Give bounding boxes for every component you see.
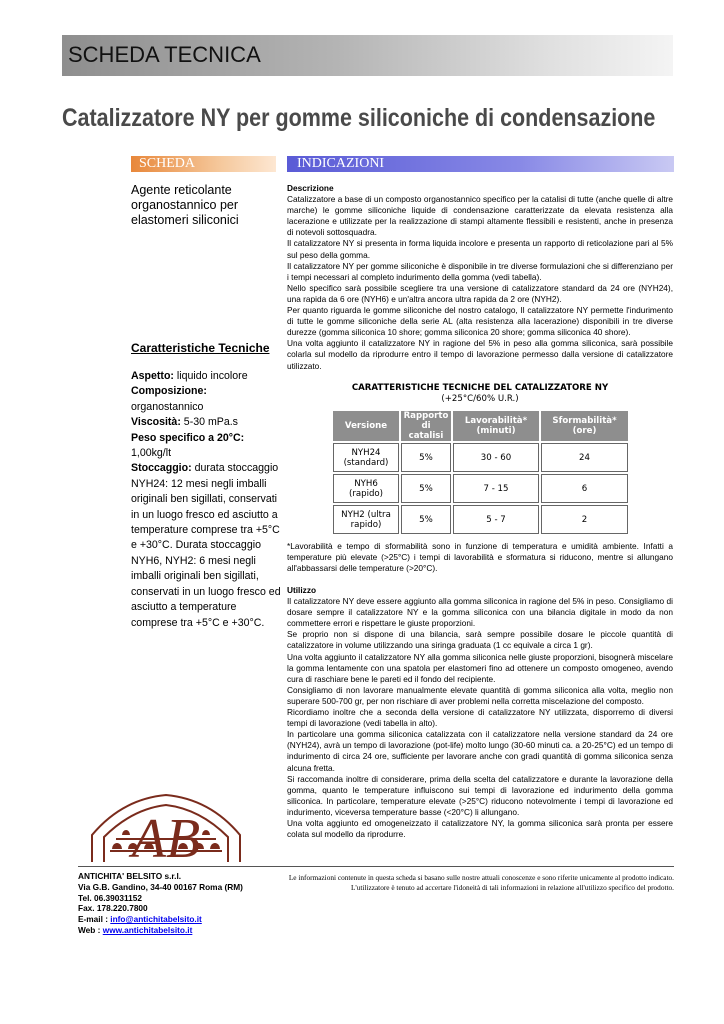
descrizione-title: Descrizione (287, 183, 334, 193)
product-intro: Agente reticolante organostannico per elastomeri siliconici (131, 183, 239, 227)
product-title: Catalizzatore NY per gomme siliconiche di condensazione (62, 104, 656, 132)
utilizzo-section (287, 585, 673, 840)
table-subtitle: (+25°C/60% U.R.) (441, 394, 519, 404)
specs-list (131, 369, 281, 631)
table-cell: NYH6 (rapido) (333, 474, 399, 503)
paragraph: Il catalizzatore NY per gomme siliconiche è disponibile in tre diverse formulazioni che si differenziano per i tempi necessari al completo indurimento della gomma (vedi tabella). (287, 260, 673, 282)
utilizzo-title: Utilizzo (287, 585, 317, 595)
banner-title: SCHEDA TECNICA (68, 42, 261, 67)
table-footnote: *Lavorabilità e tempo di sformabilità sono in funzione di temperatura e umidità ambiente. Infatti a temperature più elevate (>25°C) i tempi di lavorabilità e sformatura si riducono, mentre si allungano all'abbassarsi delle temperature (>20°C). (287, 541, 673, 574)
spec-item (131, 431, 281, 462)
email-label: E-mail : (78, 914, 111, 925)
table-cell: NYH2 (ultra rapido) (333, 505, 399, 534)
company-tel: Tel. 06.39031152 (78, 892, 142, 903)
spec-item (131, 384, 281, 415)
table-cell: 2 (541, 505, 628, 534)
table-cell: 5% (401, 505, 451, 534)
table-row (333, 474, 628, 503)
spec-value: organostannico (131, 400, 204, 413)
spec-label: Composizione: (131, 385, 207, 398)
table-caption (287, 383, 673, 405)
logo-letters: AB (131, 808, 201, 865)
disclaimer (284, 873, 674, 893)
column-header: Sformabilità* (ore) (541, 411, 628, 441)
company-contacts (78, 871, 243, 936)
paragraph: Una volta aggiunto il catalizzatore NY alla gomma siliconica nelle giuste proporzioni, bisognerà miscelare la gomma lentamente con una spatola per elastomeri fino ad ottenere un composto omogeneo, avendo cura di raschiare bene le pareti ed il fondo del recipiente. (287, 651, 673, 684)
tab-scheda (131, 156, 276, 172)
table-row (333, 443, 628, 472)
company-logo (82, 787, 250, 865)
spec-item (131, 369, 281, 384)
spec-item (131, 461, 281, 630)
paragraph: Se proprio non si dispone di una bilancia, sarà sempre possibile dosare le piccole quantità di catalizzatore in volume utilizzando una siringa graduata (1 cc equivale a circa 1 gr). (287, 629, 673, 651)
disclaimer-line: L'utilizzatore è tenuto ad accertare l'idoneità di tali informazioni in relazione all'utilizzo specifico del prodotto. (350, 883, 674, 892)
paragraph: Catalizzatore a base di un composto organostannico specifico per la catalisi di tutte (anche quelle di altre marche) le gomme siliconiche liquide di condensazione caratterizzate da elevata resistenza alla lacerazione e utilizzate per la realizzazione di stampi altamente flessibili e resistenti, anche in presenza di notevoli sottosquadra. (287, 194, 673, 238)
paragraph: Ricordiamo inoltre che a seconda della versione di catalizzatore NY utilizzata, disporremo di diversi tempi di lavorazione (vedi tabella in alto). (287, 707, 673, 729)
catalyst-table (331, 409, 630, 536)
spec-value: liquido incolore (173, 370, 248, 382)
paragraph: Il catalizzatore NY si presenta in forma liquida incolore e presenta un rapporto di reticolazione pari al 5% sul peso della gomma. (287, 238, 673, 260)
paragraph: Il catalizzatore NY deve essere aggiunto alla gomma siliconica in ragione del 5% in peso. Consigliamo di dosare sempre il catalizzatore NY e la gomma siliconica con una bilancia digitale in modo da non commettere errori e rispettare le giuste proporzioni. (287, 596, 673, 629)
table-cell: NYH24 (standard) (333, 443, 399, 472)
web-label: Web : (78, 924, 103, 935)
table-header-row (333, 411, 628, 441)
descrizione-section (287, 183, 673, 372)
spec-label: Aspetto: (131, 370, 174, 382)
header-banner (62, 35, 673, 76)
paragraph: In particolare una gomma siliconica catalizzata con il catalizzatore nella versione standard da 24 ore (NYH24), avrà un tempo di lavorazione (pot-life) molto lungo (30-60 minuti ca. a 20-25°C) ed un tempo di indurimento di circa 24 ore, sufficiente per lavorare anche con gradi quantità di gomma siliconica senza alcuna fretta. (287, 729, 673, 773)
table-title: CARATTERISTICHE TECNICHE DEL CATALIZZATORE NY (351, 383, 609, 393)
tab-indicazioni-label: INDICAZIONI (297, 156, 385, 171)
table-cell: 7 - 15 (453, 474, 539, 503)
table-row (333, 505, 628, 534)
paragraph: Si raccomanda inoltre di considerare, prima della scelta del catalizzatore e durante la lavorazione della gomma, quanto le temperature influiscono sui tempi di lavorazione ed indurimento della gomma siliconica. In particolare, temperature elevate (>25°C) riducono notevolmente i tempi di lavorazione ed indurimento, viceversa temperature basse (<20°C) li allungano. (287, 773, 673, 817)
specs-heading: Caratteristiche Tecniche (131, 341, 270, 355)
table-cell: 24 (541, 443, 628, 472)
paragraph: Una volta aggiunto il catalizzatore NY in ragione del 5% in peso alla gomma siliconica, sarà possibile colarla sul modello da riprodurre entro il tempo di lavorazione permesso dalla versione di catalizzatore utilizzato. (287, 338, 673, 371)
spec-value: 1,00kg/lt (131, 447, 172, 460)
column-header: Rapporto di catalisi (401, 411, 451, 441)
table-cell: 30 - 60 (453, 443, 539, 472)
spec-label: Stoccaggio: (131, 462, 192, 475)
email-link[interactable]: info@antichitabelsito.it (110, 914, 202, 925)
company-web (78, 925, 243, 936)
column-header: Versione (333, 411, 399, 441)
column-header: Lavorabilità* (minuti) (453, 411, 539, 441)
table-cell: 5 - 7 (453, 505, 539, 534)
company-address: Via G.B. Gandino, 34-40 00167 Roma (RM) (78, 881, 243, 892)
company-email (78, 914, 243, 925)
table-cell: 5% (401, 474, 451, 503)
web-link[interactable]: www.antichitabelsito.it (102, 924, 193, 935)
company-name: ANTICHITA' BELSITO s.r.l. (78, 871, 182, 881)
paragraph: Consigliamo di non lavorare manualmente elevate quantità di gomma siliconica alla volta, meglio non superare 500-700 gr, per non rischiare di aver problemi nella corretta miscelazione del composto. (287, 684, 673, 706)
paragraph: Per quanto riguarda le gomme siliconiche del nostro catalogo, Il catalizzatore NY permette l'indurimento di tutte le gomme siliconiche della serie AL (alta resistenza alla lacerazione) disponibili in tre diverse durezze (gomma siliconica 10 shore; gomma siliconica 20 shore; gomma siliconica 40 shore). (287, 305, 673, 338)
table-cell: 5% (401, 443, 451, 472)
tab-scheda-label: SCHEDA (139, 156, 196, 171)
spec-label: Viscosità: (131, 416, 181, 429)
footer-divider (78, 866, 674, 867)
spec-item (131, 415, 281, 430)
spec-value: 5-30 mPa.s (180, 416, 238, 429)
disclaimer-line: Le informazioni contenute in questa scheda si basano sulle nostre attuali conoscenze e sono riferite unicamente al prodotto indicato. (288, 873, 674, 882)
table-cell: 6 (541, 474, 628, 503)
company-fax: Fax. 178.220.7800 (78, 903, 148, 914)
paragraph: Nello specifico sarà possibile scegliere tra una versione di catalizzatore standard da 24 ore (NYH24), una rapida da 6 ore (NYH6) e un'altra ancora ultra rapida da 2 ore (NYH2). (287, 282, 673, 304)
spec-value: durata stoccaggio NYH24: 12 mesi negli imballi originali ben sigillati, conservati in un luogo fresco ed asciutto a temperature comprese tra +5°C e +30°C. Durata stoccaggio NYH6, NYH2: 6 mesi negli imballi originali ben sigillati, conservati in un luogo fresco ed asciutto a temperature comprese tra +5°C e +30°C. (131, 462, 281, 629)
tab-indicazioni (287, 156, 674, 172)
spec-label: Peso specifico a 20°C: (131, 431, 245, 444)
paragraph: Una volta aggiunto ed omogeneizzato il catalizzatore NY, la gomma siliconica sarà pronta per essere colata sul modello da riprodurre. (287, 817, 673, 840)
